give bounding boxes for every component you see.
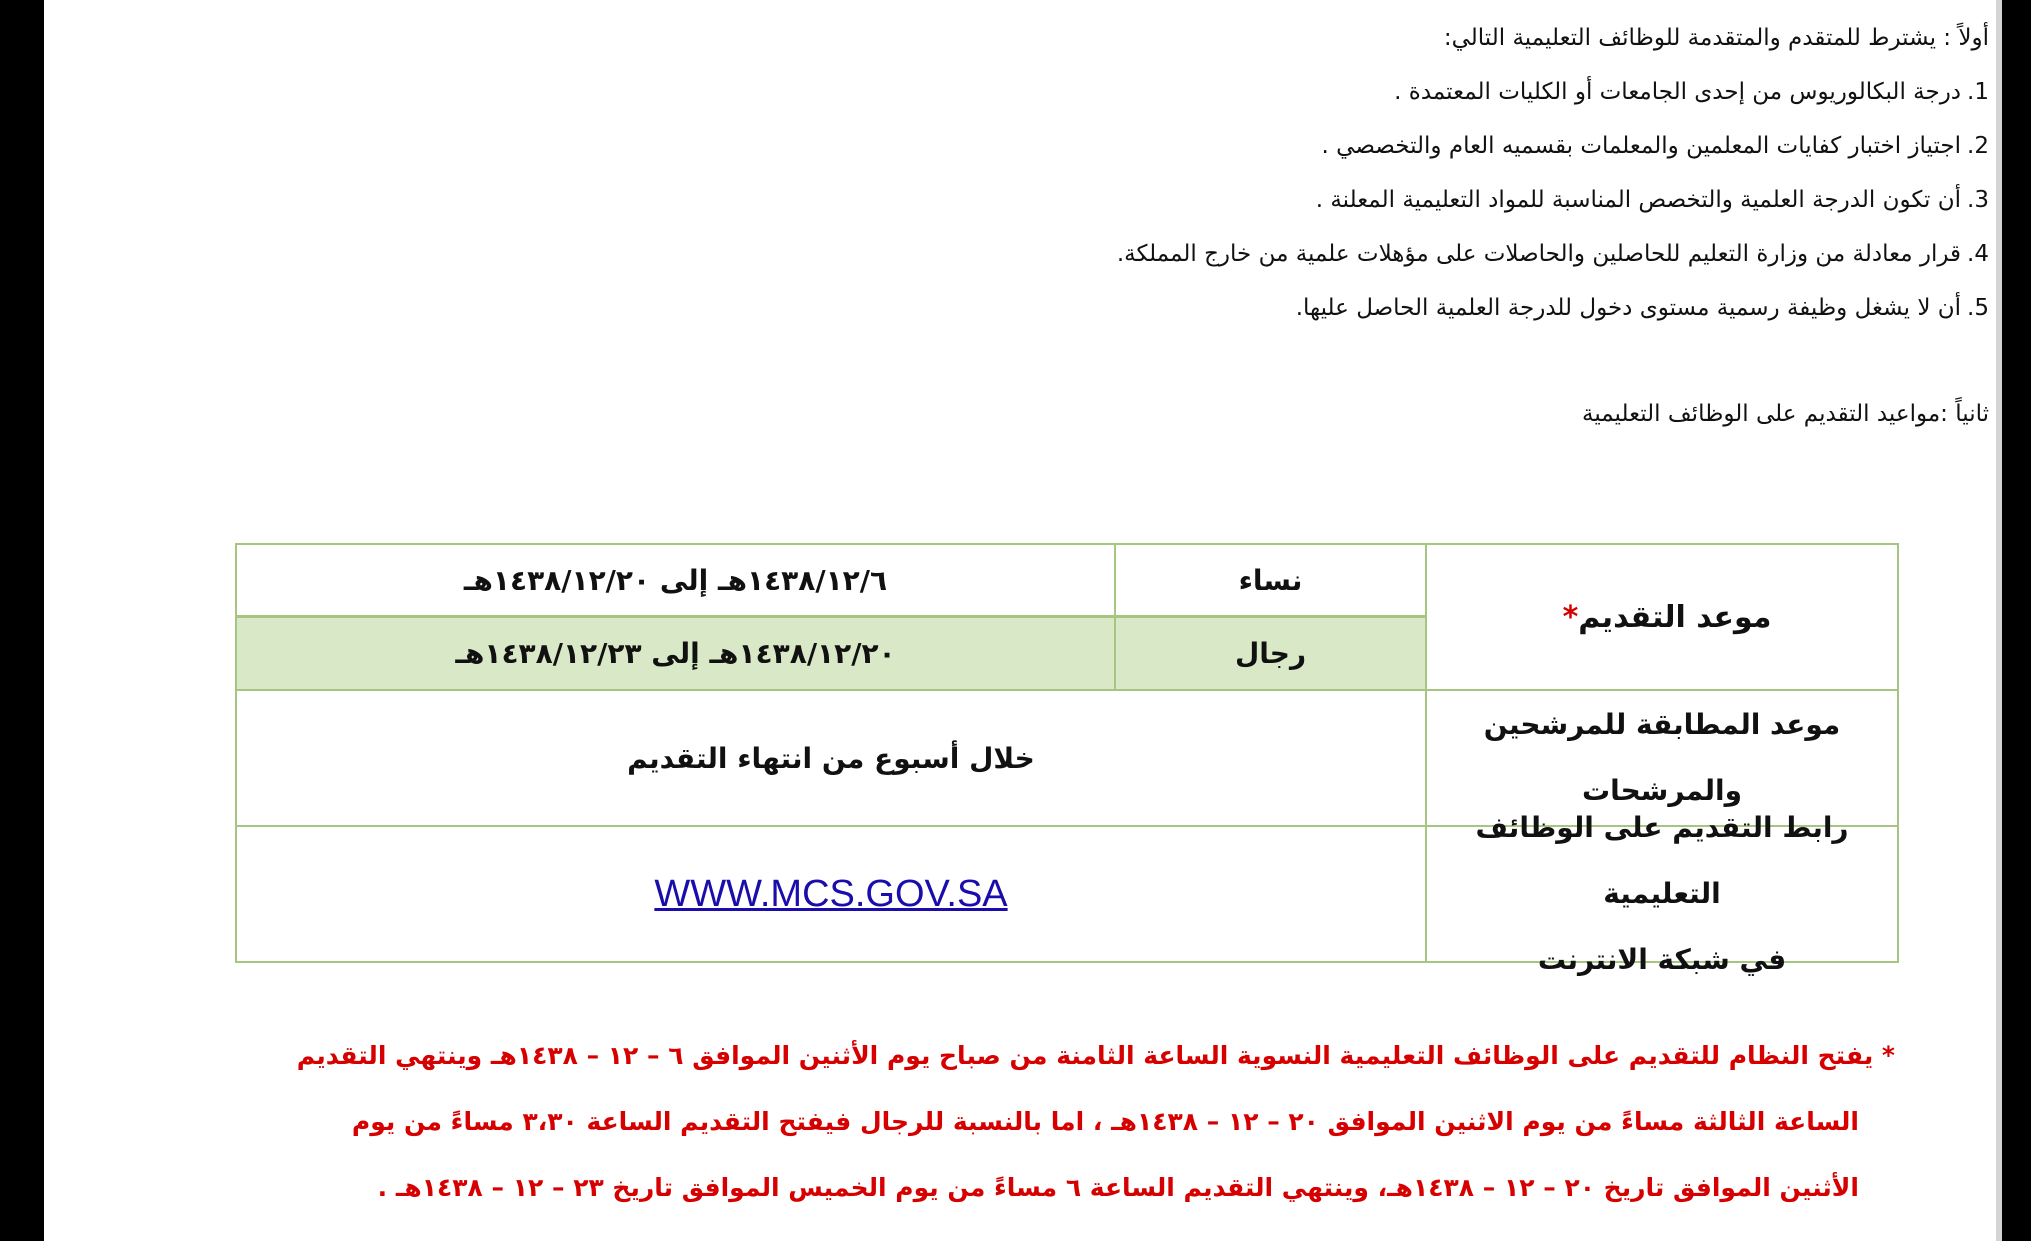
women-label: نساء <box>1238 563 1303 597</box>
requirement-text: اجتياز اختبار كفايات المعلمين والمعلمات بقسميه العام والتخصصي . <box>1321 133 1962 159</box>
men-label: رجال <box>1234 637 1307 670</box>
requirement-item-1 <box>1394 76 1989 108</box>
requirement-number: 1. <box>1967 79 1989 105</box>
matching-date-value: خلال أسبوع من انتهاء التقديم <box>627 741 1035 775</box>
matching-date-label-line1: موعد المطابقة للمرشحين <box>1483 708 1841 741</box>
note-line-3: الأثنين الموافق تاريخ ٢٠ – ١٢ – ١٤٣٨هـ، وينتهي التقديم الساعة ٦ مساءً من يوم الخميس الموافق تاريخ ٢٣ – ١٢ – ١٤٣٨هـ . <box>377 1173 1859 1202</box>
application-date-label-text: موعد التقديم <box>1578 599 1772 635</box>
application-link-label-line1: رابط التقديم على الوظائف التعليمية <box>1475 811 1849 910</box>
application-link-label-line2: في شبكة الانترنت <box>1537 943 1787 976</box>
requirement-number: 4. <box>1967 241 1989 267</box>
left-black-margin <box>0 0 44 1241</box>
requirement-number: 2. <box>1967 133 1989 159</box>
requirement-item-2 <box>1322 130 1989 162</box>
asterisk-marker: * <box>1562 599 1579 635</box>
women-dates: ١٤٣٨/١٢/٦هـ إلى ١٤٣٨/١٢/٢٠هـ <box>463 563 888 597</box>
application-date-label <box>1427 545 1897 689</box>
requirement-text: أن تكون الدرجة العلمية والتخصص المناسبة للمواد التعليمية المعلنة . <box>1315 187 1962 213</box>
mcs-website-link[interactable]: WWW.MCS.GOV.SA <box>654 872 1008 915</box>
men-dates: ١٤٣٨/١٢/٢٠هـ إلى ١٤٣٨/١٢/٢٣هـ <box>455 637 896 670</box>
requirement-text: قرار معادلة من وزارة التعليم للحاصلين والحاصلات على مؤهلات علمية من خارج المملكة. <box>1116 241 1962 267</box>
application-link-cell <box>237 827 1425 961</box>
application-link-label <box>1427 811 1897 976</box>
section2-heading: ثانياً :مواعيد التقديم على الوظائف التعليمية <box>1581 401 1989 427</box>
matching-date-label-line2: والمرشحات <box>1581 774 1743 807</box>
note-line-1: * يفتح النظام للتقديم على الوظائف التعليمية النسوية الساعة الثامنة من صباح يوم الأثنين الموافق ٦ – ١٢ – ١٤٣٨هـ وينتهي التقديم <box>296 1041 1895 1070</box>
application-dates-table <box>235 543 1899 976</box>
note-line-2: الساعة الثالثة مساءً من يوم الاثنين الموافق ٢٠ – ١٢ – ١٤٣٨هـ ، اما بالنسبة للرجال فيفتح التقديم الساعة ٣،٣٠ مساءً من يوم <box>351 1107 1859 1136</box>
requirement-item-4 <box>1117 238 1989 270</box>
requirement-item-5 <box>1296 292 1989 324</box>
section1-heading: أولاً : يشترط للمتقدم والمتقدمة للوظائف التعليمية التالي: <box>1443 25 1989 51</box>
requirement-number: 5. <box>1967 295 1989 321</box>
requirement-text: أن لا يشغل وظيفة رسمية مستوى دخول للدرجة العلمية الحاصل عليها. <box>1295 295 1962 321</box>
requirement-text: درجة البكالوريوس من إحدى الجامعات أو الكليات المعتمدة . <box>1394 79 1962 105</box>
requirement-item-3 <box>1316 184 1989 216</box>
requirement-number: 3. <box>1967 187 1989 213</box>
right-black-margin <box>2002 0 2031 1241</box>
